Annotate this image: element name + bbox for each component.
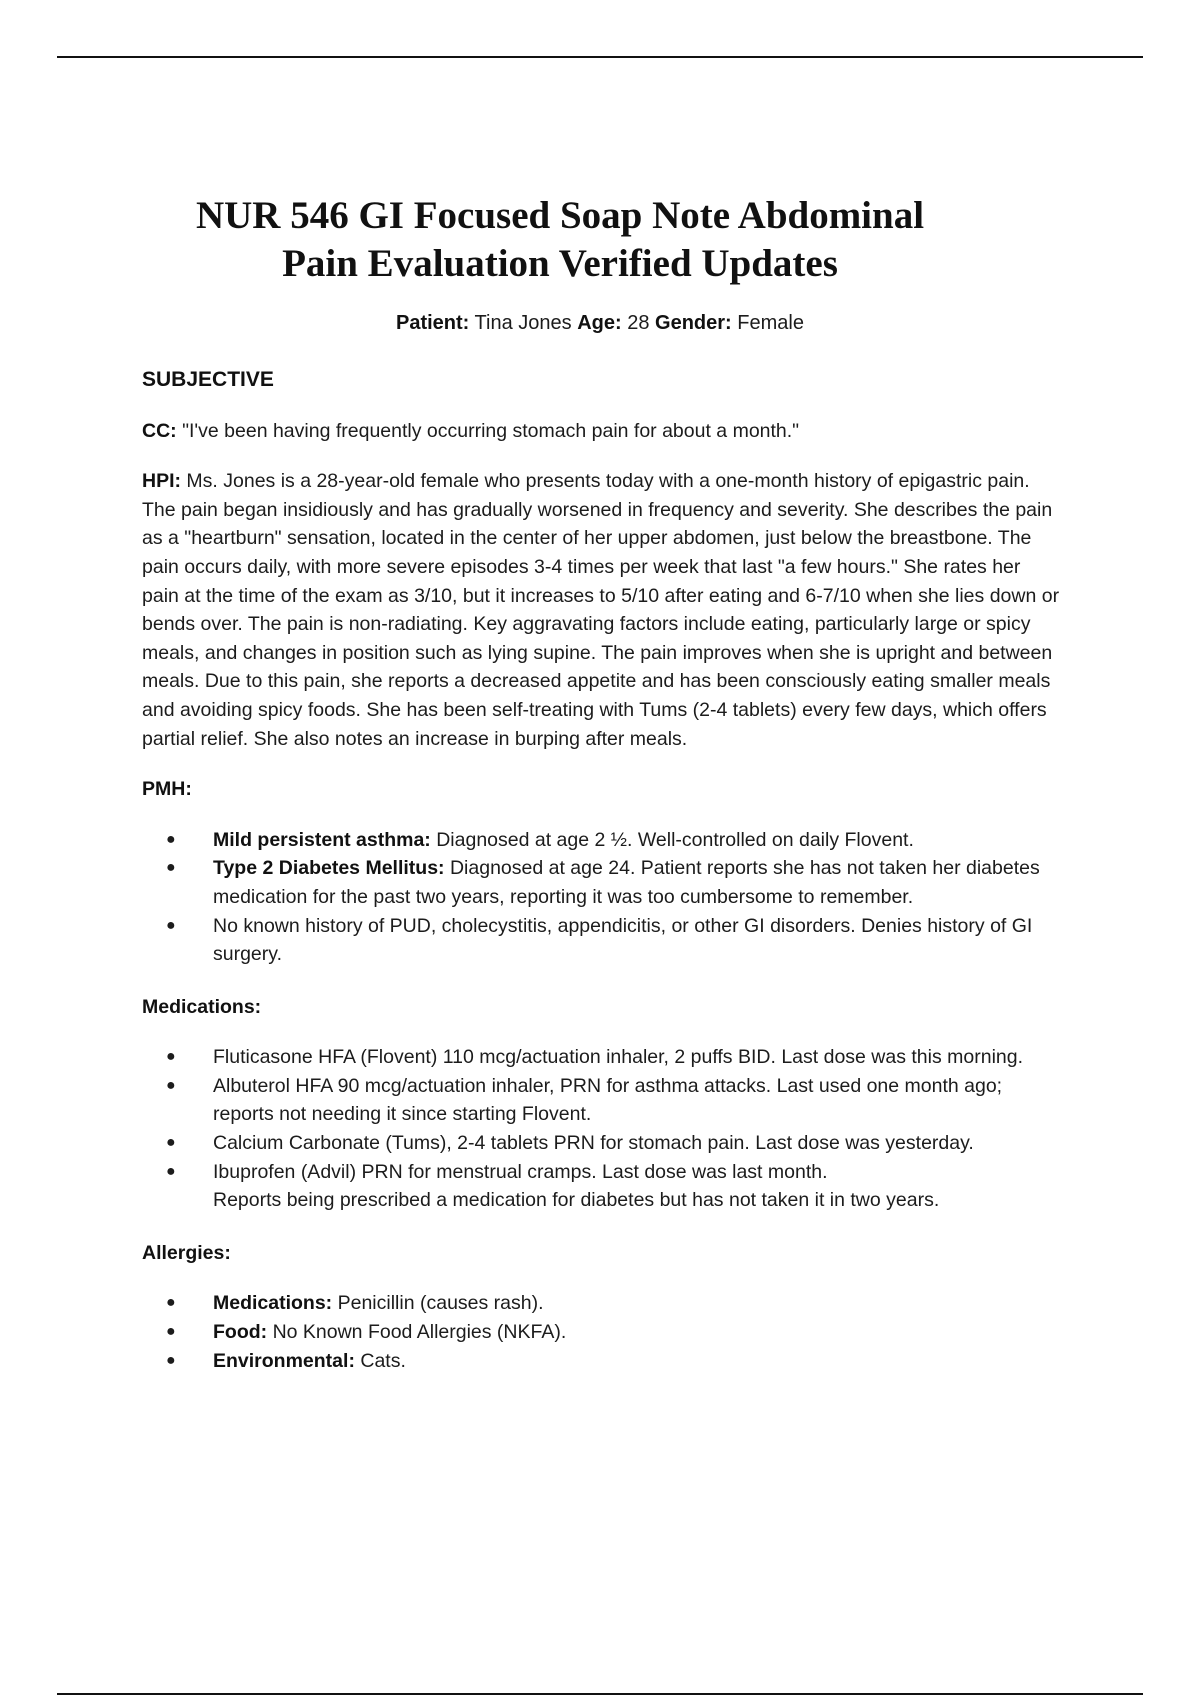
list-item bbox=[142, 1158, 1062, 1215]
pmh-item-label: Type 2 Diabetes Mellitus: bbox=[213, 857, 445, 880]
cc-text: "I've been having frequently occurring stomach pain for about a month." bbox=[182, 419, 800, 442]
pmh-item-text: Diagnosed at age 24. Patient reports she has not taken her diabetes medication for the past two years, reporting it was too cumbersome to remember. bbox=[213, 857, 1040, 908]
medication-text: Fluticasone HFA (Flovent) 110 mcg/actuation inhaler, 2 puffs BID. Last dose was this morning. bbox=[213, 1046, 1024, 1069]
gender-label: Gender: bbox=[655, 312, 732, 334]
bullet-icon: ● bbox=[166, 859, 176, 877]
patient-label: Patient: bbox=[396, 312, 470, 334]
allergy-label: Medications: bbox=[213, 1292, 333, 1315]
list-item bbox=[142, 912, 1062, 969]
patient-info bbox=[120, 309, 1080, 337]
allergy-text: Penicillin (causes rash). bbox=[337, 1292, 544, 1315]
list-item bbox=[142, 1043, 1062, 1072]
gender-value: Female bbox=[737, 312, 804, 334]
pmh-heading: PMH: bbox=[142, 778, 192, 801]
allergy-text: Cats. bbox=[360, 1349, 406, 1372]
pmh-item-text: Diagnosed at age 2 ½. Well-controlled on daily Flovent. bbox=[436, 828, 914, 851]
medication-text: Ibuprofen (Advil) PRN for menstrual cramps. Last dose was last month. bbox=[213, 1160, 828, 1183]
bullet-icon: ● bbox=[166, 1134, 176, 1152]
bullet-icon: ● bbox=[166, 1294, 176, 1312]
hpi-paragraph bbox=[142, 467, 1062, 753]
pmh-item-label: Mild persistent asthma: bbox=[213, 828, 431, 851]
allergies-heading: Allergies: bbox=[142, 1241, 231, 1264]
allergies-list bbox=[142, 1289, 1062, 1375]
list-item bbox=[142, 854, 1062, 911]
list-item bbox=[142, 1347, 1062, 1376]
bullet-icon: ● bbox=[166, 830, 176, 848]
bullet-icon: ● bbox=[166, 916, 176, 934]
pmh-item-text: No known history of PUD, cholecystitis, appendicitis, or other GI disorders. Denies history of GI surgery. bbox=[213, 914, 1033, 966]
bullet-icon: ● bbox=[166, 1351, 176, 1369]
list-item bbox=[142, 826, 1062, 855]
medication-continuation: Reports being prescribed a medication for diabetes but has not taken it in two years. bbox=[213, 1189, 940, 1212]
cc-label: CC: bbox=[142, 419, 177, 442]
medication-text: Albuterol HFA 90 mcg/actuation inhaler, PRN for asthma attacks. Last used one month ago; reports not needing it since starting Flovent. bbox=[213, 1074, 1003, 1126]
age-label: Age: bbox=[577, 312, 622, 334]
allergy-text: No Known Food Allergies (NKFA). bbox=[272, 1321, 567, 1344]
pmh-list bbox=[142, 826, 1062, 969]
list-item bbox=[142, 1129, 1062, 1158]
bottom-rule bbox=[57, 1693, 1143, 1695]
patient-name: Tina Jones bbox=[474, 312, 572, 334]
age-value: 28 bbox=[627, 312, 650, 334]
list-item bbox=[142, 1072, 1062, 1129]
medication-text: Calcium Carbonate (Tums), 2-4 tablets PRN for stomach pain. Last dose was yesterday. bbox=[213, 1132, 974, 1155]
medications-heading: Medications: bbox=[142, 995, 262, 1018]
chief-complaint bbox=[142, 417, 1062, 446]
subjective-heading: SUBJECTIVE bbox=[142, 368, 274, 391]
list-item bbox=[142, 1318, 1062, 1347]
medications-list bbox=[142, 1043, 1062, 1215]
bullet-icon: ● bbox=[166, 1162, 176, 1180]
bullet-icon: ● bbox=[166, 1076, 176, 1094]
title-line-1: NUR 546 GI Focused Soap Note Abdominal bbox=[195, 194, 925, 237]
top-rule bbox=[57, 56, 1143, 58]
allergy-label: Environmental: bbox=[213, 1349, 355, 1372]
allergy-label: Food: bbox=[213, 1321, 268, 1344]
bullet-icon: ● bbox=[166, 1048, 176, 1066]
note-body bbox=[142, 366, 1062, 1399]
hpi-text: Ms. Jones is a 28-year-old female who presents today with a one-month history of epigastric pain. The pain began insidiously and has gradually worsened in frequency and severity. She describes the pain as a "heartburn" sensation, located in the center of her upper abdomen, just below the breastbone. The pain occurs daily, with more severe episodes 3-4 times per week that last "a few hours." She rates her pain at the time of the exam as 3/10, but it increases to 5/10 after eating and 6-7/10 when she lies down or bends over. The pain is non-radiating. Key aggravating factors include eating, particularly large or spicy meals, and changes in position such as lying supine. The pain improves when she is upright and between meals. Due to this pain, she reports a decreased appetite and has been consciously eating smaller meals and avoiding spicy foods. She has been self-treating with Tums (2-4 tablets) every few days, which offers partial relief. She also notes an increase in burping after meals. bbox=[142, 470, 1060, 750]
title-line-2: Pain Evaluation Verified Updates bbox=[282, 242, 838, 285]
bullet-icon: ● bbox=[166, 1323, 176, 1341]
document-title bbox=[120, 192, 1000, 288]
list-item bbox=[142, 1289, 1062, 1318]
hpi-label: HPI: bbox=[142, 470, 181, 493]
